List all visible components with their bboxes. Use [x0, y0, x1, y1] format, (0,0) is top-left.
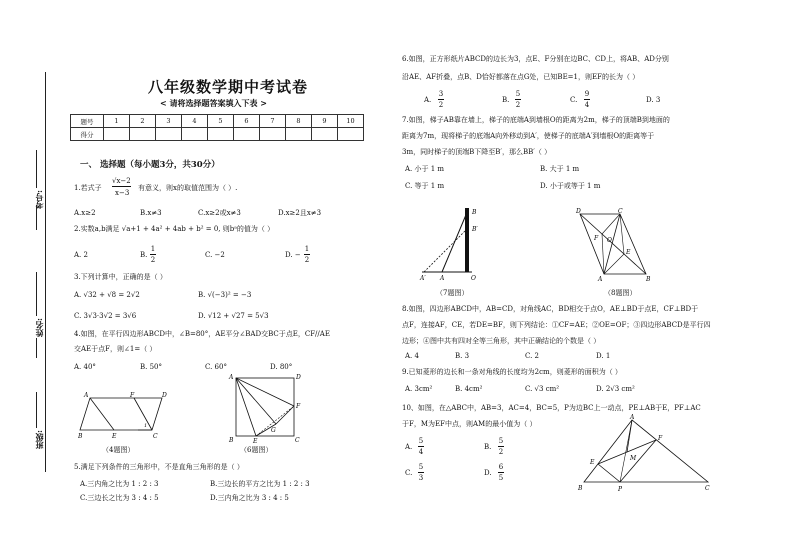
binding-line: [45, 72, 46, 472]
q6-line2: 沿AE、AF折叠，点B、D恰好都落在点G处，已知BE=1，则EF的长为（ ）: [402, 73, 640, 81]
q2-option-d-den: 2: [304, 256, 310, 264]
q3-option-d: D. √12 + √27 = 5√3: [198, 312, 269, 320]
name-label: 姓名:: [34, 318, 44, 337]
q6-option-a-den: 2: [438, 101, 444, 109]
q10-option-b-num: 5: [498, 437, 504, 445]
table-cell: 10: [338, 115, 364, 128]
figure-q6: [226, 372, 310, 444]
q8-option-a: A. 4: [405, 352, 419, 360]
q9-stem: 9.已知菱形的边长和一条对角线的长度均为2cm，则菱形的面积为（ ）: [402, 368, 622, 376]
answer-cell[interactable]: [234, 128, 260, 141]
fig8-label-a: A: [598, 276, 603, 282]
fig10-label-p: P: [618, 486, 623, 493]
exam-no-blank: [36, 150, 37, 188]
table-cell: 题号: [71, 115, 104, 128]
q10-option-a-label: A.: [405, 443, 413, 451]
q6-option-b-den: 2: [515, 101, 521, 109]
q7-line2: 距离为7m，现将梯子的底端A向外移动到A′，使梯子的底端A′到墙根O的距离等于: [402, 132, 655, 140]
q2-option-b-num: 1: [150, 245, 156, 253]
q1-option-c: C.x≥2或x≠3: [198, 209, 241, 217]
q7-option-a: A. 小于 1 m: [405, 165, 445, 173]
class-blank: [36, 392, 37, 428]
q3-stem: 3.下列计算中，正确的是（ ）: [74, 273, 167, 281]
q4-line2: 交AE于点F，则∠1=（ ）: [74, 345, 157, 353]
q1-stem-suffix: 有意义，则x的取值范围为（ ）.: [138, 184, 238, 192]
answer-cell[interactable]: [104, 128, 130, 141]
table-cell: 4: [182, 115, 208, 128]
answer-table: [70, 114, 364, 141]
table-row: [71, 128, 364, 141]
fig6-caption: （6题图）: [240, 446, 273, 454]
q6-option-d: D. 3: [646, 96, 661, 104]
q10-option-a-num: 5: [418, 437, 424, 445]
q10-option-c-num: 5: [418, 463, 424, 471]
q10-option-d-den: 5: [498, 474, 504, 482]
q8-line3: 边形；④图中共有四对全等三角形，其中正确结论的个数是（ ）: [402, 337, 601, 345]
fig4-label-f: F: [130, 392, 135, 399]
fig8-label-d: D: [576, 208, 581, 215]
fig6-label-f: F: [296, 403, 301, 410]
fig10-label-e: E: [590, 459, 595, 466]
table-cell: 3: [156, 115, 182, 128]
q10-line2: 于F，M为EF中点，则AM的最小值为（ ）: [402, 420, 537, 428]
name-blank-2: [36, 338, 37, 358]
fig10-label-c: C: [705, 485, 710, 492]
answer-cell[interactable]: [338, 128, 364, 141]
fig8-label-f: F: [594, 235, 599, 242]
fig8-label-c: C: [618, 208, 623, 215]
name-blank: [36, 272, 37, 316]
q1-option-b: B.x≠3: [140, 209, 162, 217]
answer-cell[interactable]: [182, 128, 208, 141]
fig4-label-1: 1: [144, 423, 148, 429]
fig8-caption: （8题图）: [604, 289, 637, 297]
q3-option-a: A. √32 + √8 = 2√2: [74, 291, 140, 299]
fig7-label-o: O: [471, 275, 476, 282]
q8-option-c: C. 2: [525, 352, 540, 360]
q3-option-c: C. 3√3·3√2 = 3√6: [74, 312, 137, 320]
figure-q7: [416, 200, 486, 282]
q7-option-d: D. 小于或等于 1 m: [540, 182, 601, 190]
q5-stem: 5.满足下列条件的三角形中，不是直角三角形的是（ ）: [74, 463, 244, 471]
fig6-label-d: D: [296, 374, 301, 381]
table-row: [71, 115, 364, 128]
q9-option-c: C. √3 cm²: [525, 385, 560, 393]
table-cell: 6: [234, 115, 260, 128]
q10-option-d-label: D.: [484, 469, 492, 477]
q10-option-d-num: 6: [498, 463, 504, 471]
q6-line1: 6.如图，正方形纸片ABCD的边长为3，点E、F分别在边BC、CD上，将AB、AD分别: [402, 55, 669, 63]
table-cell: 5: [208, 115, 234, 128]
fig6-label-b: B: [229, 437, 234, 444]
q9-option-b: B. 4cm²: [455, 385, 483, 393]
q4-option-c: C. 60°: [205, 363, 227, 371]
q10-option-c-label: C.: [405, 469, 413, 477]
page-title: 八年级数学期中考试卷: [148, 78, 309, 96]
q3-option-b: B. √(−3)² = −3: [198, 291, 252, 299]
q1-denominator: x−3: [115, 189, 130, 197]
answer-cell[interactable]: [130, 128, 156, 141]
figure-q8: [570, 206, 656, 282]
q6-option-a-num: 3: [438, 90, 444, 98]
q2-option-b-den: 2: [150, 256, 156, 264]
fig6-label-e: E: [253, 438, 258, 444]
fig7-label-b: B: [472, 209, 477, 216]
q8-line1: 8.如图，四边形ABCD中，AB=CD，对角线AC，BD相交于点O，AE⊥BD于点E，CF⊥BD于: [402, 305, 699, 313]
q6-option-c-den: 4: [584, 101, 590, 109]
fig10-label-f: F: [658, 435, 663, 442]
fig4-label-b: B: [78, 433, 83, 440]
q10-line1: 10、如图，在△ABC中，AB=3，AC=4，BC=5，P为边BC上一动点，PE⊥AB于E，PF⊥AC: [402, 404, 701, 412]
fig10-label-m: M: [630, 455, 637, 462]
q1-option-d: D.x≥2且x≠3: [278, 209, 322, 217]
fig7-label-a-prime: A′: [420, 275, 426, 282]
fig8-label-e: E: [626, 249, 631, 256]
table-cell: 2: [130, 115, 156, 128]
fig4-label-c: C: [153, 433, 158, 440]
figure-q4: [78, 388, 170, 440]
q4-option-d: D. 80°: [270, 363, 293, 371]
fig10-label-a: A: [630, 414, 635, 421]
q2-option-a: A. 2: [74, 251, 88, 259]
fig4-label-a: A: [84, 392, 89, 399]
q4-line1: 4.如图，在平行四边形ABCD中，∠B=80°，AE平分∠BAD交BC于点E，CF//AE: [74, 330, 330, 338]
q10-option-a-den: 4: [418, 448, 424, 456]
answer-cell[interactable]: [208, 128, 234, 141]
exam-no-label: 考号:: [34, 190, 44, 209]
q1-option-a: A.x≥2: [74, 209, 96, 217]
q2-stem: 2.实数a,b满足 √a+1 + 4a² + 4ab + b² = 0, 则bᵃ的值为（ ）: [74, 225, 275, 233]
section-heading: 一、 选择题（每小题3分，共30分）: [80, 160, 220, 170]
table-cell: 8: [286, 115, 312, 128]
q2-option-c: C. −2: [205, 251, 225, 259]
fig7-caption: （7题图）: [436, 289, 469, 297]
answer-cell[interactable]: [260, 128, 286, 141]
q7-option-c: C. 等于 1 m: [405, 182, 445, 190]
table-cell: 得分: [71, 128, 104, 141]
q10-option-b-label: B.: [484, 443, 492, 451]
fig7-label-a: A: [440, 275, 445, 282]
fig4-caption: （4题图）: [102, 446, 135, 454]
figure-q10: [574, 414, 718, 494]
q6-option-b-label: B.: [502, 96, 510, 104]
q2-option-d-label: D. −: [285, 251, 301, 259]
class-label: 班级:: [34, 430, 44, 449]
q2-option-b-label: B.: [140, 251, 148, 259]
fig10-label-b: B: [578, 485, 583, 492]
q5-option-a: A.三内角之比为 1 : 2 : 3: [80, 480, 159, 488]
q10-option-b-den: 2: [498, 448, 504, 456]
fig4-label-d: D: [162, 392, 167, 399]
fig6-label-a: A: [229, 374, 234, 381]
fig7-label-b-prime: B′: [472, 226, 478, 233]
q9-option-a: A. 3cm²: [405, 385, 433, 393]
fig8-label-b: B: [646, 276, 651, 282]
q6-option-c-num: 9: [584, 90, 590, 98]
table-cell: 1: [104, 115, 130, 128]
q4-option-b: B. 50°: [140, 363, 163, 371]
q1-numerator: √x−2: [112, 177, 131, 185]
q6-option-c-label: C.: [570, 96, 578, 104]
exam-no-blank-2: [36, 205, 37, 230]
q8-line2: 点F，连接AF，CE，若DE=BF，则下列结论：①CF=AE；②OE=OF；③四边形ABCD是平行四: [402, 321, 711, 329]
q6-option-b-num: 5: [515, 90, 521, 98]
fig6-label-g: G: [271, 427, 276, 434]
q8-option-b: B. 3: [455, 352, 470, 360]
table-cell: 9: [312, 115, 338, 128]
q10-option-c-den: 3: [418, 474, 424, 482]
answer-cell[interactable]: [156, 128, 182, 141]
q5-option-d: D.三内角之比为 3 : 4 : 5: [210, 494, 289, 502]
fig6-label-c: C: [295, 437, 300, 444]
answer-cell[interactable]: [312, 128, 338, 141]
q9-option-d: D. 2√3 cm²: [596, 385, 635, 393]
q8-option-d: D. 1: [596, 352, 611, 360]
q2-option-d-num: 1: [304, 245, 310, 253]
q4-option-a: A. 40°: [74, 363, 96, 371]
q5-option-b: B.三边长的平方之比为 1 : 2 : 3: [210, 480, 310, 488]
fig8-label-o: O: [607, 237, 612, 244]
q1-stem-prefix: 1.若式子: [74, 184, 102, 192]
q7-line1: 7.如图，梯子AB靠在墙上，梯子的底端A到墙根O的距离为2m，梯子的顶端B到地面的: [402, 116, 670, 124]
q6-option-a-label: A.: [424, 96, 432, 104]
q7-line3: 3m，同时梯子的顶端B下降至B′，那么BB′（ ）: [402, 148, 552, 156]
q7-option-b: B. 大于 1 m: [540, 165, 580, 173]
table-cell: 7: [260, 115, 286, 128]
fig4-label-e: E: [112, 433, 117, 440]
answer-cell[interactable]: [286, 128, 312, 141]
q5-option-c: C.三边长之比为 3 : 4 : 5: [80, 494, 159, 502]
page-subtitle: < 请将选择题答案填入下表 >: [160, 98, 267, 108]
